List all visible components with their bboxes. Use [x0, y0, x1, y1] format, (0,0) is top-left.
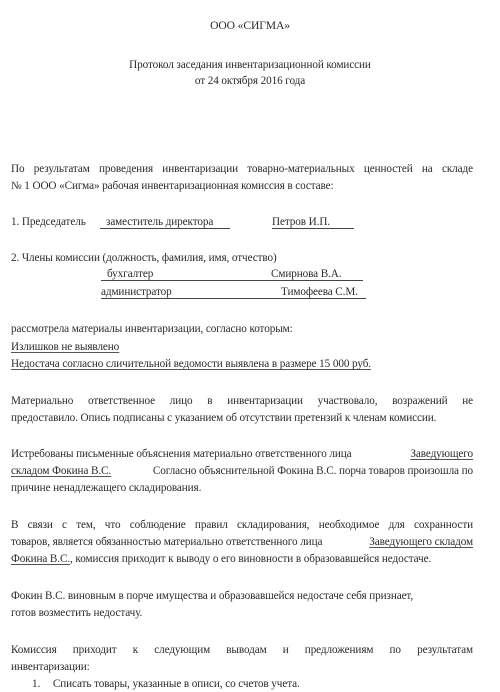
violation-line-2: товаров, является обязанностью материально ответственного лица Заведующего складом: [11, 536, 473, 548]
violation-line-3: Фокина В.С., комиссия приходит к выводу о его виновности в образовавшейся недостаче.: [11, 553, 432, 565]
member-row-line: [101, 286, 366, 299]
conclusion-item-text: Списать товары, указанные в описи, со счетов учета.: [52, 678, 300, 690]
explanation-line-3: причине ненадлежащего складирования.: [11, 482, 202, 494]
responsible-line-1: Материально ответственное лицо в инвентаризации участвовало, возражений не: [11, 395, 473, 407]
explanation-line-1: Истребованы письменные объяснения материально ответственного лица Заведующего: [11, 448, 473, 460]
chairman-position: заместитель директора: [100, 215, 230, 229]
admission-line-2: готов возместить недостачу.: [11, 607, 143, 619]
member-row-line: [101, 268, 363, 281]
members-label: 2. Члены комиссии (должность, фамилия, имя, отчество): [11, 252, 277, 264]
document-title: Протокол заседания инвентаризационной комиссии: [129, 59, 371, 71]
explanation-line-2: складом Фокина В.С. Согласно объяснительной Фокина В.С. порча товаров произошла по: [11, 465, 473, 477]
admission-line-1: Фокин В.С. виновным в порче имущества и образовавшейся недостаче себя признает,: [11, 590, 414, 602]
company-name: ООО «СИГМА»: [210, 19, 290, 32]
document-date: от 24 октября 2016 года: [194, 75, 306, 87]
member-row: [101, 285, 366, 299]
conclusion-item-number: 1.: [32, 678, 41, 690]
findings-surplus: Излишков не выявлено: [11, 341, 120, 353]
conclusion-line-1: Комиссия приходит к следующим выводам и предложениям по результатам: [11, 644, 473, 656]
findings-shortage: Недостача согласно сличительной ведомости выявлена в размере 15 000 руб.: [11, 358, 372, 370]
member-row: [101, 267, 363, 281]
findings-intro: рассмотрела материалы инвентаризации, согласно которым:: [11, 323, 293, 335]
member-position: бухгалтер: [107, 268, 154, 280]
intro-line-1: По результатам проведения инвентаризации товарно-материальных ценностей на складе: [11, 163, 473, 175]
conclusion-line-2: инвентаризации:: [11, 661, 90, 673]
violation-line-1: В связи с тем, что соблюдение правил складирования, необходимое для сохранности: [11, 519, 473, 531]
member-name: Смирнова В.А.: [271, 268, 342, 280]
chairman-name: Петров И.П.: [272, 215, 354, 229]
member-name: Тимофеева С.М.: [281, 286, 358, 298]
responsible-line-2: предоставило. Опись подписаны с указанием об отсутствии претензий к членам комиссии.: [11, 412, 437, 424]
member-position: администратор: [101, 286, 172, 298]
conclusion-item: [32, 677, 300, 691]
chairman-label: 1. Председатель: [11, 216, 86, 228]
intro-line-2: № 1 ООО «Сигма» рабочая инвентаризационная комиссия в составе:: [11, 180, 334, 192]
